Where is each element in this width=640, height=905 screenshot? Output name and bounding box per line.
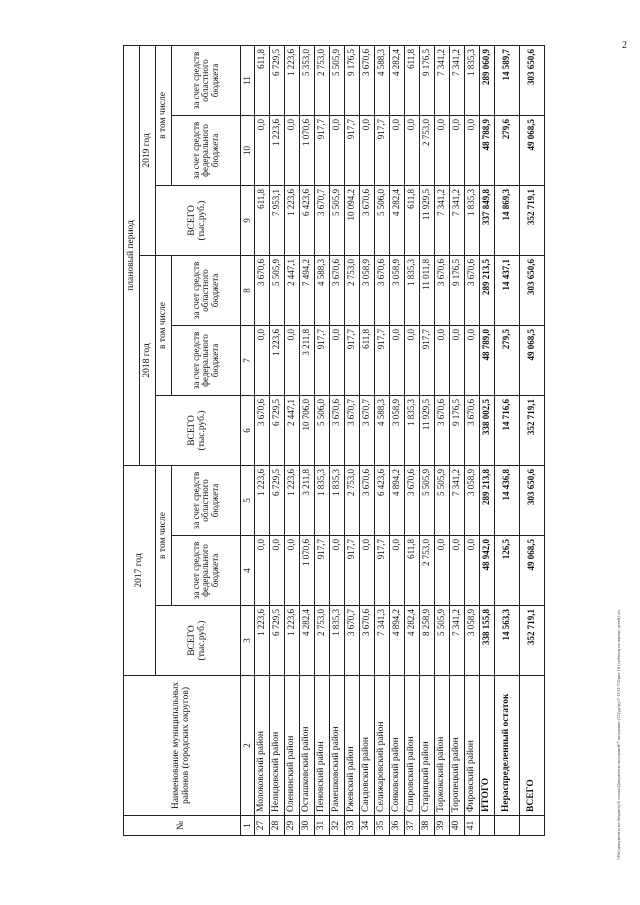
municipality-name: ИТОГО [480, 676, 495, 816]
column-number: 5 [241, 465, 255, 535]
value-cell: 3 211,8 [300, 465, 315, 535]
value-cell: 352 719,1 [520, 606, 545, 676]
value-cell: 337 849,8 [480, 185, 495, 255]
subvention-table [123, 45, 545, 836]
value-cell: 0,0 [450, 115, 465, 185]
table-row [435, 45, 450, 835]
value-cell: 3 670,6 [435, 255, 450, 325]
value-cell: 917,7 [345, 325, 360, 395]
value-cell: 917,7 [375, 536, 390, 606]
value-cell: 3 670,6 [405, 465, 420, 535]
table-row [315, 45, 330, 835]
value-cell: 7 341,2 [435, 185, 450, 255]
value-cell: 3 670,6 [360, 606, 375, 676]
value-cell: 1 223,6 [285, 185, 300, 255]
table-row [285, 45, 300, 835]
value-cell: 611,8 [360, 325, 375, 395]
value-cell: 3 670,6 [255, 395, 270, 465]
row-number [495, 816, 520, 836]
value-cell: 1 223,6 [270, 115, 285, 185]
value-cell: 7 953,1 [270, 185, 285, 255]
header-year-2018: 2018 год [140, 255, 156, 465]
total-row [520, 45, 545, 835]
value-cell: 3 670,6 [330, 395, 345, 465]
value-cell: 0,0 [285, 115, 300, 185]
column-number: 11 [241, 45, 255, 115]
municipality-name: Торжокский район [435, 676, 450, 816]
value-cell: 5 505,9 [330, 185, 345, 255]
value-cell: 6 729,5 [270, 465, 285, 535]
table-row [270, 45, 285, 835]
value-cell: 49 068,5 [520, 325, 545, 395]
row-number: 32 [330, 816, 345, 836]
column-number: 8 [241, 255, 255, 325]
value-cell: 1 835,3 [330, 606, 345, 676]
row-number: 39 [435, 816, 450, 836]
value-cell: 7 341,2 [450, 465, 465, 535]
value-cell: 0,0 [270, 536, 285, 606]
row-number: 37 [405, 816, 420, 836]
value-cell: 917,7 [315, 536, 330, 606]
value-cell: 48 788,9 [480, 115, 495, 185]
column-number-row [241, 45, 255, 835]
value-cell: 3 670,7 [315, 185, 330, 255]
value-cell: 5 505,9 [270, 255, 285, 325]
value-cell: 917,7 [420, 325, 435, 395]
value-cell: 7 341,2 [435, 45, 450, 115]
value-cell: 4 894,2 [390, 465, 405, 535]
municipality-name: Сандовский район [360, 676, 375, 816]
table-row [420, 45, 435, 835]
value-cell: 917,7 [375, 115, 390, 185]
value-cell: 5 506,0 [315, 395, 330, 465]
value-cell: 611,8 [405, 45, 420, 115]
column-number: 10 [241, 115, 255, 185]
table-row [375, 45, 390, 835]
table-row [300, 45, 315, 835]
header-federal-2018: за счет средств федерального бюджета [172, 325, 241, 395]
value-cell: 3 058,9 [390, 255, 405, 325]
value-cell: 49 068,5 [520, 536, 545, 606]
value-cell: 3 211,8 [300, 325, 315, 395]
header-planning-period: плановый период [124, 45, 140, 465]
value-cell: 9 176,5 [450, 395, 465, 465]
value-cell: 917,7 [315, 325, 330, 395]
value-cell: 0,0 [405, 115, 420, 185]
header-year-2017: 2017 год [124, 465, 156, 675]
value-cell: 338 155,8 [480, 606, 495, 676]
column-number: 3 [241, 606, 255, 676]
value-cell: 0,0 [255, 325, 270, 395]
value-cell: 2 753,0 [420, 536, 435, 606]
value-cell: 0,0 [450, 325, 465, 395]
value-cell: 126,5 [495, 536, 520, 606]
value-cell: 917,7 [315, 115, 330, 185]
value-cell: 5 505,9 [435, 465, 450, 535]
value-cell: 0,0 [390, 325, 405, 395]
value-cell: 917,7 [345, 115, 360, 185]
value-cell: 6 729,5 [270, 606, 285, 676]
itogo-row [480, 45, 495, 835]
value-cell: 3 670,6 [360, 465, 375, 535]
value-cell: 5 353,0 [300, 45, 315, 115]
municipality-name: Пеновский район [315, 676, 330, 816]
value-cell: 3 058,9 [465, 465, 480, 535]
table-row [330, 45, 345, 835]
value-cell: 6 729,5 [270, 45, 285, 115]
row-number: 34 [360, 816, 375, 836]
value-cell: 1 835,3 [465, 185, 480, 255]
value-cell: 11 011,8 [420, 255, 435, 325]
value-cell: 9 176,5 [450, 255, 465, 325]
municipality-name: Нераспределенный остаток [495, 676, 520, 816]
value-cell: 2 753,0 [315, 45, 330, 115]
value-cell: 4 282,4 [390, 45, 405, 115]
row-number: 28 [270, 816, 285, 836]
value-cell: 0,0 [435, 115, 450, 185]
row-number [520, 816, 545, 836]
row-number [480, 816, 495, 836]
value-cell: 6 423,6 [375, 465, 390, 535]
value-cell: 1 835,3 [315, 465, 330, 535]
value-cell: 2 753,0 [420, 115, 435, 185]
value-cell: 2 753,0 [345, 255, 360, 325]
row-number: 31 [315, 816, 330, 836]
municipality-name: Торопецкий район [450, 676, 465, 816]
header-total-2018: ВСЕГО (тыс.руб.) [156, 395, 241, 465]
column-number: 2 [241, 676, 255, 816]
value-cell: 611,8 [255, 185, 270, 255]
row-number: 36 [390, 816, 405, 836]
value-cell: 3 058,9 [465, 606, 480, 676]
table-row [360, 45, 375, 835]
value-cell: 1 835,3 [405, 395, 420, 465]
value-cell: 1 835,3 [465, 45, 480, 115]
column-number: 6 [241, 395, 255, 465]
header-municipality: Наименование муниципальных районов (городских округов) [124, 676, 241, 816]
table-body [255, 45, 545, 835]
value-cell: 3 670,7 [360, 395, 375, 465]
value-cell: 10 706,0 [300, 395, 315, 465]
value-cell: 1 835,3 [405, 255, 420, 325]
value-cell: 303 650,6 [520, 255, 545, 325]
value-cell: 0,0 [285, 325, 300, 395]
value-cell: 7 341,2 [450, 185, 465, 255]
value-cell: 14 589,7 [495, 45, 520, 115]
table-row [450, 45, 465, 835]
value-cell: 0,0 [405, 325, 420, 395]
municipality-name: Нелидовский район [270, 676, 285, 816]
row-number: 29 [285, 816, 300, 836]
value-cell: 279,6 [495, 115, 520, 185]
unallocated-row [495, 45, 520, 835]
value-cell: 0,0 [330, 325, 345, 395]
value-cell: 4 282,4 [405, 606, 420, 676]
value-cell: 4 588,3 [375, 395, 390, 465]
municipality-name: Спировский район [405, 676, 420, 816]
value-cell: 0,0 [360, 536, 375, 606]
value-cell: 0,0 [255, 536, 270, 606]
municipality-name: Оленинский район [285, 676, 300, 816]
header-federal-2017: за счет средств федерального бюджета [172, 536, 241, 606]
value-cell: 352 719,1 [520, 185, 545, 255]
value-cell: 0,0 [450, 536, 465, 606]
value-cell: 0,0 [330, 115, 345, 185]
page-number: 2 [622, 40, 627, 51]
value-cell: 303 650,6 [520, 45, 545, 115]
value-cell: 0,0 [255, 115, 270, 185]
municipality-name: Ржевский район [345, 676, 360, 816]
file-path-footer: \\Pdd\документы по бюджету\6 созыв\Документы заседаний\7 заседание (12)\ру\ру\7 12-П-7\Прил 10 (субвенц на жилые детей).xls [616, 609, 621, 860]
value-cell: 2 447,1 [285, 255, 300, 325]
value-cell: 5 505,9 [420, 465, 435, 535]
header-incl-2019: в том числе [156, 45, 172, 185]
header-regional-2019: за счет средств областного бюджета [172, 45, 241, 115]
value-cell: 6 729,5 [270, 395, 285, 465]
value-cell: 5 505,9 [435, 606, 450, 676]
value-cell: 48 789,0 [480, 325, 495, 395]
value-cell: 0,0 [390, 115, 405, 185]
value-cell: 0,0 [360, 115, 375, 185]
value-cell: 3 670,6 [360, 185, 375, 255]
value-cell: 0,0 [285, 536, 300, 606]
value-cell: 2 753,0 [315, 606, 330, 676]
value-cell: 14 716,6 [495, 395, 520, 465]
value-cell: 279,5 [495, 325, 520, 395]
value-cell: 917,7 [345, 536, 360, 606]
value-cell: 3 670,6 [435, 395, 450, 465]
value-cell: 4 282,4 [300, 606, 315, 676]
row-number: 40 [450, 816, 465, 836]
header-incl-2018: в том числе [156, 255, 172, 395]
row-number: 30 [300, 816, 315, 836]
value-cell: 49 068,5 [520, 115, 545, 185]
column-number: 9 [241, 185, 255, 255]
value-cell: 2 753,0 [345, 465, 360, 535]
column-number: 1 [241, 816, 255, 836]
municipality-name: Селижаровский район [375, 676, 390, 816]
row-number: 38 [420, 816, 435, 836]
value-cell: 4 588,3 [375, 45, 390, 115]
municipality-name: Рамешковский район [330, 676, 345, 816]
value-cell: 3 670,6 [255, 255, 270, 325]
value-cell: 0,0 [330, 536, 345, 606]
table-row [390, 45, 405, 835]
value-cell: 0,0 [465, 536, 480, 606]
value-cell: 1 223,6 [255, 606, 270, 676]
header-federal-2019: за счет средств федерального бюджета [172, 115, 241, 185]
municipality-name: Осташковский район [300, 676, 315, 816]
value-cell: 289 213,8 [480, 465, 495, 535]
value-cell: 7 341,3 [375, 606, 390, 676]
value-cell: 6 423,6 [300, 185, 315, 255]
header-total-2017: ВСЕГО (тыс.руб.) [156, 606, 241, 676]
value-cell: 48 942,0 [480, 536, 495, 606]
row-number: 41 [465, 816, 480, 836]
value-cell: 611,8 [405, 536, 420, 606]
table-row [465, 45, 480, 835]
value-cell: 14 563,3 [495, 606, 520, 676]
value-cell: 3 058,9 [390, 395, 405, 465]
municipality-name: ВСЕГО [520, 676, 545, 816]
value-cell: 3 670,6 [330, 255, 345, 325]
value-cell: 7 494,2 [300, 255, 315, 325]
value-cell: 1 223,6 [285, 606, 300, 676]
municipality-name: Сонковский район [390, 676, 405, 816]
value-cell: 14 436,8 [495, 465, 520, 535]
value-cell: 14 869,3 [495, 185, 520, 255]
value-cell: 0,0 [465, 115, 480, 185]
header-regional-2018: за счет средств областного бюджета [172, 255, 241, 325]
table-row [405, 45, 420, 835]
value-cell: 7 341,2 [450, 45, 465, 115]
value-cell: 9 176,5 [420, 45, 435, 115]
row-number: 27 [255, 816, 270, 836]
value-cell: 4 894,2 [390, 606, 405, 676]
value-cell: 14 437,1 [495, 255, 520, 325]
value-cell: 0,0 [390, 536, 405, 606]
municipality-name: Молоковский район [255, 676, 270, 816]
rotated-table-container [123, 46, 623, 836]
value-cell: 5 505,9 [330, 45, 345, 115]
column-number: 4 [241, 536, 255, 606]
value-cell: 3 670,7 [345, 606, 360, 676]
value-cell: 917,7 [375, 325, 390, 395]
header-incl-2017: в том числе [156, 465, 172, 605]
value-cell: 0,0 [435, 536, 450, 606]
table-row [345, 45, 360, 835]
value-cell: 1 070,6 [300, 115, 315, 185]
value-cell: 352 719,1 [520, 395, 545, 465]
value-cell: 11 929,5 [420, 395, 435, 465]
value-cell: 5 506,0 [375, 185, 390, 255]
value-cell: 1 223,6 [285, 465, 300, 535]
value-cell: 289 060,9 [480, 45, 495, 115]
value-cell: 1 223,6 [270, 325, 285, 395]
value-cell: 1 223,6 [255, 465, 270, 535]
row-number: 35 [375, 816, 390, 836]
header-regional-2017: за счет средств областного бюджета [172, 465, 241, 535]
municipality-name: Старицкий район [420, 676, 435, 816]
value-cell: 3 670,7 [345, 395, 360, 465]
table-row [255, 45, 270, 835]
header-number: № [124, 816, 241, 836]
value-cell: 0,0 [435, 325, 450, 395]
header-year-2019: 2019 год [140, 45, 156, 255]
value-cell: 9 176,5 [345, 45, 360, 115]
header-total-2019: ВСЕГО (тыс.руб.) [156, 185, 241, 255]
value-cell: 11 929,5 [420, 185, 435, 255]
row-number: 33 [345, 816, 360, 836]
value-cell: 8 258,9 [420, 606, 435, 676]
value-cell: 289 213,5 [480, 255, 495, 325]
value-cell: 0,0 [465, 325, 480, 395]
value-cell: 3 670,6 [465, 255, 480, 325]
value-cell: 303 650,6 [520, 465, 545, 535]
value-cell: 3 670,6 [375, 255, 390, 325]
value-cell: 1 835,3 [330, 465, 345, 535]
value-cell: 611,8 [255, 45, 270, 115]
value-cell: 3 058,9 [360, 255, 375, 325]
value-cell: 3 670,6 [360, 45, 375, 115]
value-cell: 1 223,6 [285, 45, 300, 115]
value-cell: 338 002,5 [480, 395, 495, 465]
value-cell: 2 447,1 [285, 395, 300, 465]
value-cell: 3 670,6 [465, 395, 480, 465]
value-cell: 7 341,2 [450, 606, 465, 676]
municipality-name: Фировский район [465, 676, 480, 816]
value-cell: 4 588,3 [315, 255, 330, 325]
value-cell: 1 070,6 [300, 536, 315, 606]
value-cell: 10 094,2 [345, 185, 360, 255]
value-cell: 611,8 [405, 185, 420, 255]
value-cell: 4 282,4 [390, 185, 405, 255]
column-number: 7 [241, 325, 255, 395]
